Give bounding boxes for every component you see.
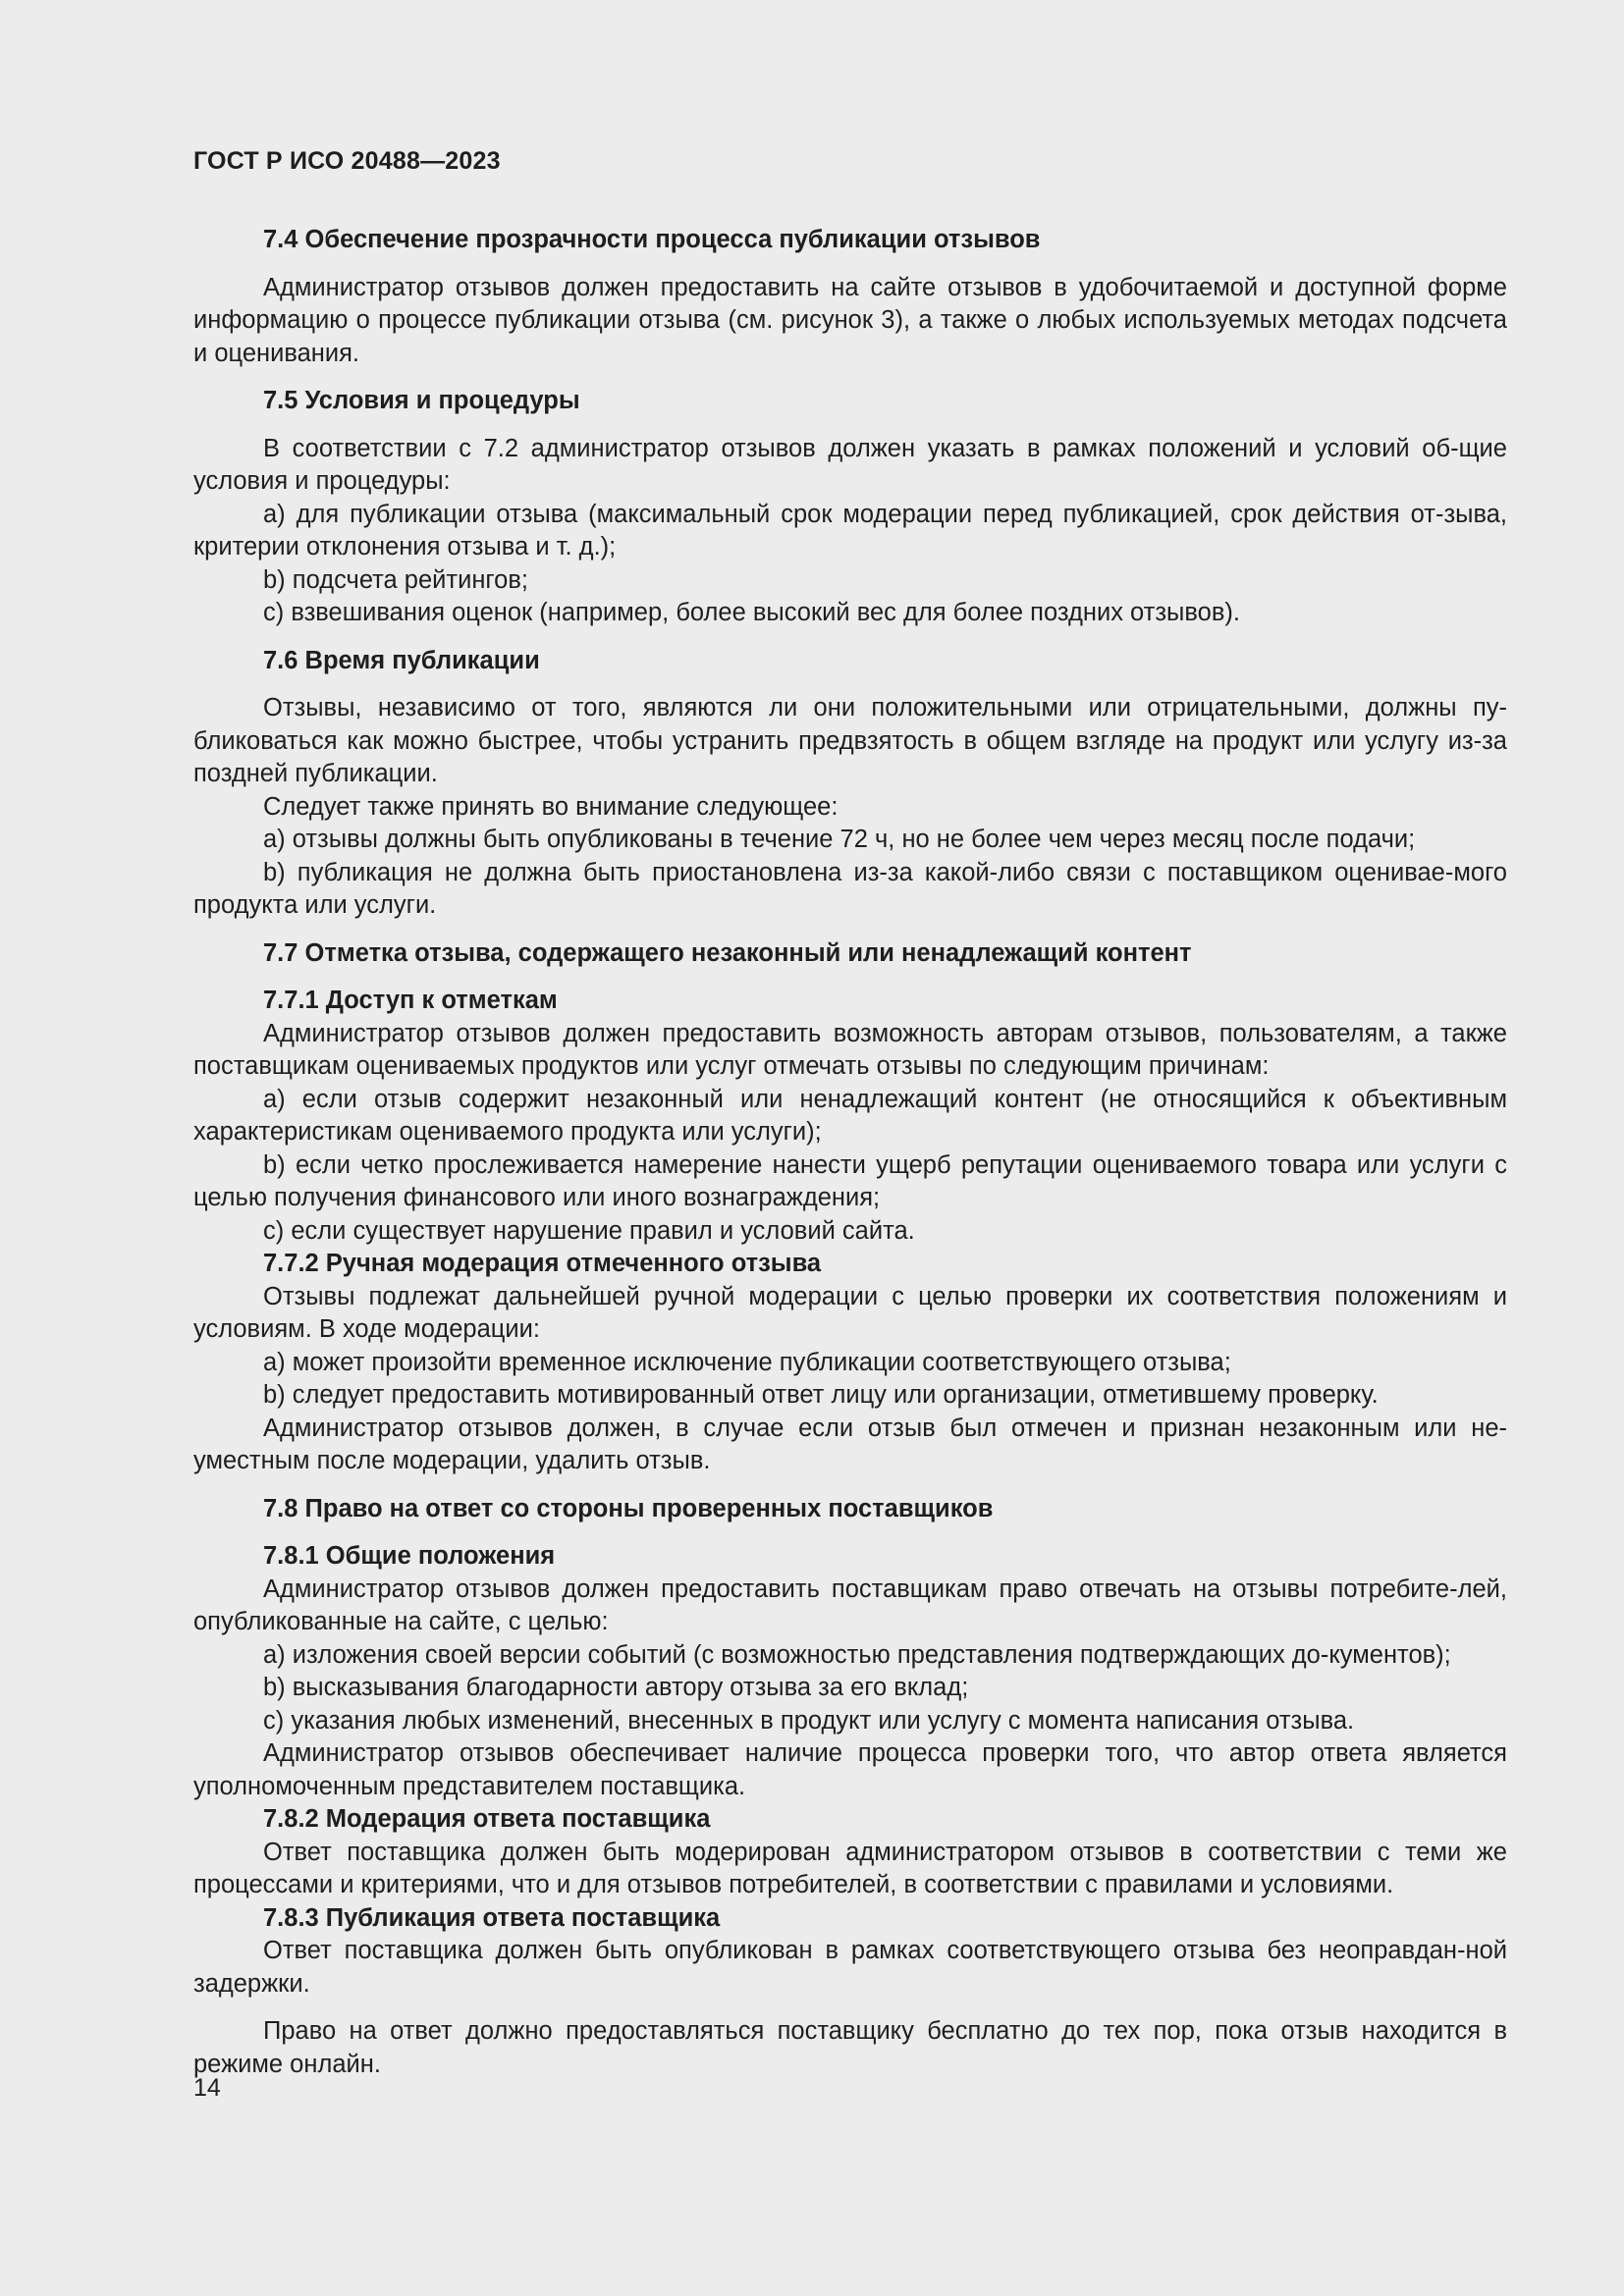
- body-paragraph: b) если четко прослеживается намерение нанести ущерб репутации оцениваемого товара или услуги с целью получения финансового или иного вознаграждения;: [193, 1150, 1507, 1211]
- section-heading: 7.8.1 Общие положения: [263, 1542, 556, 1570]
- document-body: [193, 224, 1507, 2081]
- body-paragraph: Следует также принять во внимание следующее:: [263, 792, 839, 821]
- document-code-header: ГОСТ Р ИСО 20488—2023: [193, 147, 501, 175]
- body-paragraph: Администратор отзывов должен предоставить на сайте отзывов в удобочитаемой и доступной форме информацию о процессе публикации отзыва (см. рисунок 3), а также о любых используемых методах подсчета и оценивания.: [193, 273, 1507, 367]
- body-paragraph: b) публикация не должна быть приостановлена из-за какой-либо связи с поставщиком оценивае-мого продукта или услуги.: [193, 858, 1507, 919]
- body-paragraph: Ответ поставщика должен быть модерирован администратором отзывов в соответствии с теми же процессами и критериями, что и для отзывов потребителей, в соответствии с правилами и условиями.: [193, 1838, 1507, 1898]
- body-paragraph: Право на ответ должно предоставляться поставщику бесплатно до тех пор, пока отзыв находится в режиме онлайн.: [193, 2017, 1507, 2078]
- body-paragraph: b) подсчета рейтингов;: [263, 565, 528, 594]
- body-paragraph: Отзывы подлежат дальнейшей ручной модерации с целью проверки их соответствия положениям и условиям. В ходе модерации:: [193, 1282, 1507, 1343]
- section-heading: 7.8 Право на ответ со стороны проверенных поставщиков: [263, 1494, 994, 1522]
- body-paragraph: Администратор отзывов должен, в случае если отзыв был отмечен и признан незаконным или не-уместным после модерации, удалить отзыв.: [193, 1414, 1507, 1474]
- section-heading: 7.8.2 Модерация ответа поставщика: [263, 1805, 711, 1833]
- body-paragraph: Отзывы, независимо от того, являются ли они положительными или отрицательными, должны пу-бликоваться как можно быстрее, чтобы устранить предвзятость в общем взгляде на продукт или услугу из-за поздней публикации.: [193, 694, 1507, 787]
- body-paragraph: Администратор отзывов должен предоставить поставщикам право отвечать на отзывы потребите-лей, опубликованные на сайте, с целью:: [193, 1575, 1507, 1635]
- body-paragraph: c) взвешивания оценок (например, более высокий вес для более поздних отзывов).: [263, 599, 1240, 626]
- section-heading: 7.8.3 Публикация ответа поставщика: [263, 1903, 721, 1932]
- body-paragraph: В соответствии с 7.2 администратор отзывов должен указать в рамках положений и условий об-щие условия и процедуры:: [193, 434, 1507, 495]
- body-paragraph: b) высказывания благодарности автору отзыва за его вклад;: [263, 1674, 969, 1701]
- body-paragraph: c) указания любых изменений, внесенных в продукт или услугу с момента написания отзыва.: [263, 1706, 1355, 1735]
- body-paragraph: Администратор отзывов должен предоставить возможность авторам отзывов, пользователям, а также поставщикам оцениваемых продуктов или услуг отмечать отзывы по следующим причинам:: [193, 1019, 1507, 1080]
- section-heading: 7.7 Отметка отзыва, содержащего незаконный или ненадлежащий контент: [263, 938, 1192, 967]
- body-paragraph: a) если отзыв содержит незаконный или ненадлежащий контент (не относящийся к объективным характеристикам оцениваемого продукта или услуги);: [193, 1085, 1507, 1146]
- section-heading: 7.7.2 Ручная модерация отмеченного отзыва: [263, 1250, 822, 1277]
- body-paragraph: c) если существует нарушение правил и условий сайта.: [263, 1216, 915, 1245]
- section-heading: 7.5 Условия и процедуры: [263, 387, 580, 414]
- body-paragraph: a) может произойти временное исключение публикации соответствующего отзыва;: [263, 1348, 1231, 1376]
- body-paragraph: a) изложения своей версии событий (с возможностью представления подтверждающих до-кументов);: [263, 1640, 1451, 1669]
- body-paragraph: a) для публикации отзыва (максимальный срок модерации перед публикацией, срок действия от-зыва, критерии отклонения отзыва и т. д.);: [193, 500, 1507, 561]
- section-heading: 7.6 Время публикации: [263, 646, 540, 674]
- body-paragraph: Администратор отзывов обеспечивает наличие процесса проверки того, что автор ответа является уполномоченным представителем поставщика.: [193, 1739, 1507, 1800]
- body-paragraph: b) следует предоставить мотивированный ответ лицу или организации, отметившему проверку.: [263, 1381, 1379, 1409]
- body-paragraph: a) отзывы должны быть опубликованы в течение 72 ч, но не более чем через месяц после подачи;: [263, 826, 1416, 853]
- section-heading: 7.7.1 Доступ к отметкам: [263, 987, 558, 1014]
- section-heading: 7.4 Обеспечение прозрачности процесса публикации отзывов: [263, 226, 1041, 253]
- body-paragraph: Ответ поставщика должен быть опубликован в рамках соответствующего отзыва без неоправдан-ной задержки.: [193, 1937, 1507, 1998]
- page-number: 14: [193, 2074, 221, 2102]
